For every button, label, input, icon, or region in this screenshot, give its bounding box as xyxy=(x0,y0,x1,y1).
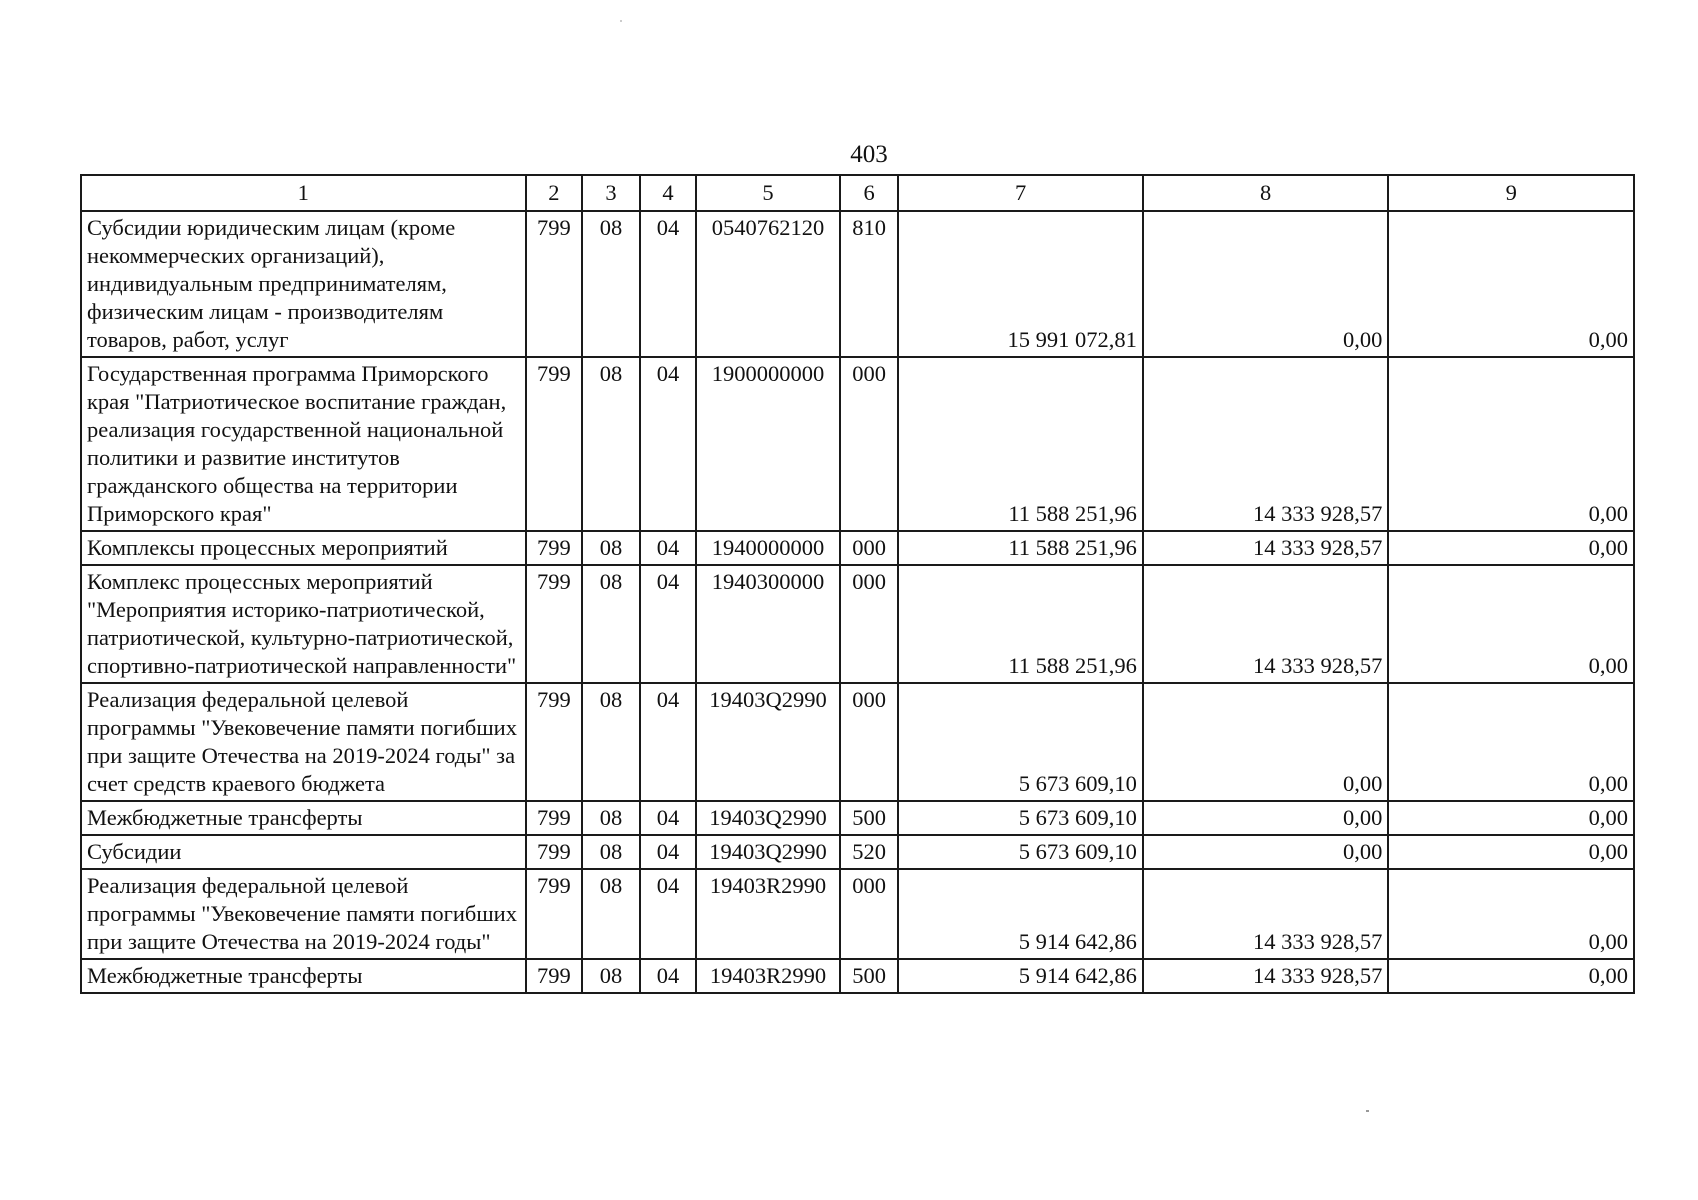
table-body xyxy=(81,211,1634,993)
cell-ministry-code: 799 xyxy=(526,869,583,959)
cell-target-article: 19403Q2990 xyxy=(696,683,839,801)
cell-ministry-code: 799 xyxy=(526,683,583,801)
cell-amount-col8: 0,00 xyxy=(1143,683,1389,801)
cell-section-code: 08 xyxy=(582,835,640,869)
cell-expense-type: 000 xyxy=(840,869,899,959)
header-col-1: 1 xyxy=(81,175,526,211)
cell-ministry-code: 799 xyxy=(526,531,583,565)
header-col-8: 8 xyxy=(1143,175,1389,211)
cell-amount-col9: 0,00 xyxy=(1388,869,1634,959)
cell-amount-col7: 5 914 642,86 xyxy=(898,959,1143,993)
table-row xyxy=(81,683,1634,801)
header-col-6: 6 xyxy=(840,175,899,211)
cell-subsection-code: 04 xyxy=(640,801,697,835)
cell-subsection-code: 04 xyxy=(640,565,697,683)
cell-target-article: 19403R2990 xyxy=(696,869,839,959)
cell-amount-col9: 0,00 xyxy=(1388,565,1634,683)
cell-expense-type: 000 xyxy=(840,357,899,531)
cell-target-article: 19403Q2990 xyxy=(696,835,839,869)
cell-section-code: 08 xyxy=(582,211,640,357)
header-col-2: 2 xyxy=(526,175,583,211)
cell-amount-col9: 0,00 xyxy=(1388,357,1634,531)
cell-subsection-code: 04 xyxy=(640,959,697,993)
cell-amount-col8: 0,00 xyxy=(1143,835,1389,869)
cell-amount-col9: 0,00 xyxy=(1388,959,1634,993)
budget-table xyxy=(80,174,1635,994)
cell-section-code: 08 xyxy=(582,531,640,565)
table-row xyxy=(81,835,1634,869)
cell-ministry-code: 799 xyxy=(526,211,583,357)
cell-amount-col7: 11 588 251,96 xyxy=(898,357,1143,531)
table-row xyxy=(81,565,1634,683)
table-row xyxy=(81,357,1634,531)
cell-amount-col7: 5 673 609,10 xyxy=(898,835,1143,869)
cell-section-code: 08 xyxy=(582,683,640,801)
cell-ministry-code: 799 xyxy=(526,565,583,683)
table-row xyxy=(81,959,1634,993)
row-name: Реализация федеральной целевой программы "Увековечение памяти погибших при защите Отечества на 2019-2024 годы" за счет средств краевого бюджета xyxy=(81,683,526,801)
row-name: Комплексы процессных мероприятий xyxy=(81,531,526,565)
cell-amount-col8: 14 333 928,57 xyxy=(1143,357,1389,531)
cell-ministry-code: 799 xyxy=(526,801,583,835)
cell-ministry-code: 799 xyxy=(526,357,583,531)
scan-speck xyxy=(1366,1110,1369,1112)
cell-amount-col7: 5 673 609,10 xyxy=(898,801,1143,835)
row-name: Межбюджетные трансферты xyxy=(81,959,526,993)
cell-amount-col8: 0,00 xyxy=(1143,211,1389,357)
cell-amount-col8: 14 333 928,57 xyxy=(1143,531,1389,565)
table-row xyxy=(81,801,1634,835)
cell-expense-type: 810 xyxy=(840,211,899,357)
table-header xyxy=(81,175,1634,211)
cell-amount-col7: 15 991 072,81 xyxy=(898,211,1143,357)
cell-section-code: 08 xyxy=(582,801,640,835)
row-name: Субсидии xyxy=(81,835,526,869)
header-col-7: 7 xyxy=(898,175,1143,211)
header-row xyxy=(81,175,1634,211)
cell-target-article: 1940000000 xyxy=(696,531,839,565)
cell-section-code: 08 xyxy=(582,565,640,683)
cell-amount-col7: 5 673 609,10 xyxy=(898,683,1143,801)
cell-amount-col9: 0,00 xyxy=(1388,211,1634,357)
cell-subsection-code: 04 xyxy=(640,683,697,801)
cell-subsection-code: 04 xyxy=(640,869,697,959)
cell-amount-col7: 5 914 642,86 xyxy=(898,869,1143,959)
cell-expense-type: 500 xyxy=(840,801,899,835)
cell-section-code: 08 xyxy=(582,869,640,959)
cell-amount-col9: 0,00 xyxy=(1388,683,1634,801)
page-number: 403 xyxy=(850,141,888,168)
scan-speck xyxy=(620,20,622,22)
cell-subsection-code: 04 xyxy=(640,835,697,869)
cell-amount-col9: 0,00 xyxy=(1388,801,1634,835)
cell-target-article: 1940300000 xyxy=(696,565,839,683)
cell-section-code: 08 xyxy=(582,959,640,993)
table-row xyxy=(81,531,1634,565)
cell-expense-type: 500 xyxy=(840,959,899,993)
header-col-9: 9 xyxy=(1388,175,1634,211)
cell-target-article: 1900000000 xyxy=(696,357,839,531)
header-col-5: 5 xyxy=(696,175,839,211)
cell-expense-type: 000 xyxy=(840,565,899,683)
table-row xyxy=(81,211,1634,357)
cell-target-article: 0540762120 xyxy=(696,211,839,357)
row-name: Субсидии юридическим лицам (кроме некоммерческих организаций), индивидуальным предпринимателям, физическим лицам - производителям товаров, работ, услуг xyxy=(81,211,526,357)
cell-section-code: 08 xyxy=(582,357,640,531)
header-col-4: 4 xyxy=(640,175,697,211)
cell-amount-col9: 0,00 xyxy=(1388,835,1634,869)
cell-ministry-code: 799 xyxy=(526,959,583,993)
header-col-3: 3 xyxy=(582,175,640,211)
row-name: Государственная программа Приморского края "Патриотическое воспитание граждан, реализация государственной национальной политики и развитие институтов гражданского общества на территории Приморского края" xyxy=(81,357,526,531)
cell-target-article: 19403R2990 xyxy=(696,959,839,993)
cell-amount-col8: 14 333 928,57 xyxy=(1143,869,1389,959)
table-row xyxy=(81,869,1634,959)
row-name: Реализация федеральной целевой программы "Увековечение памяти погибших при защите Отечества на 2019-2024 годы" xyxy=(81,869,526,959)
row-name: Комплекс процессных мероприятий "Мероприятия историко-патриотической, патриотической, культурно-патриотической, спортивно-патриотической направленности" xyxy=(81,565,526,683)
cell-expense-type: 000 xyxy=(840,683,899,801)
cell-target-article: 19403Q2990 xyxy=(696,801,839,835)
cell-ministry-code: 799 xyxy=(526,835,583,869)
row-name: Межбюджетные трансферты xyxy=(81,801,526,835)
cell-expense-type: 000 xyxy=(840,531,899,565)
cell-subsection-code: 04 xyxy=(640,531,697,565)
cell-amount-col9: 0,00 xyxy=(1388,531,1634,565)
cell-expense-type: 520 xyxy=(840,835,899,869)
cell-amount-col8: 14 333 928,57 xyxy=(1143,565,1389,683)
cell-subsection-code: 04 xyxy=(640,211,697,357)
cell-subsection-code: 04 xyxy=(640,357,697,531)
cell-amount-col7: 11 588 251,96 xyxy=(898,565,1143,683)
cell-amount-col8: 0,00 xyxy=(1143,801,1389,835)
cell-amount-col8: 14 333 928,57 xyxy=(1143,959,1389,993)
cell-amount-col7: 11 588 251,96 xyxy=(898,531,1143,565)
